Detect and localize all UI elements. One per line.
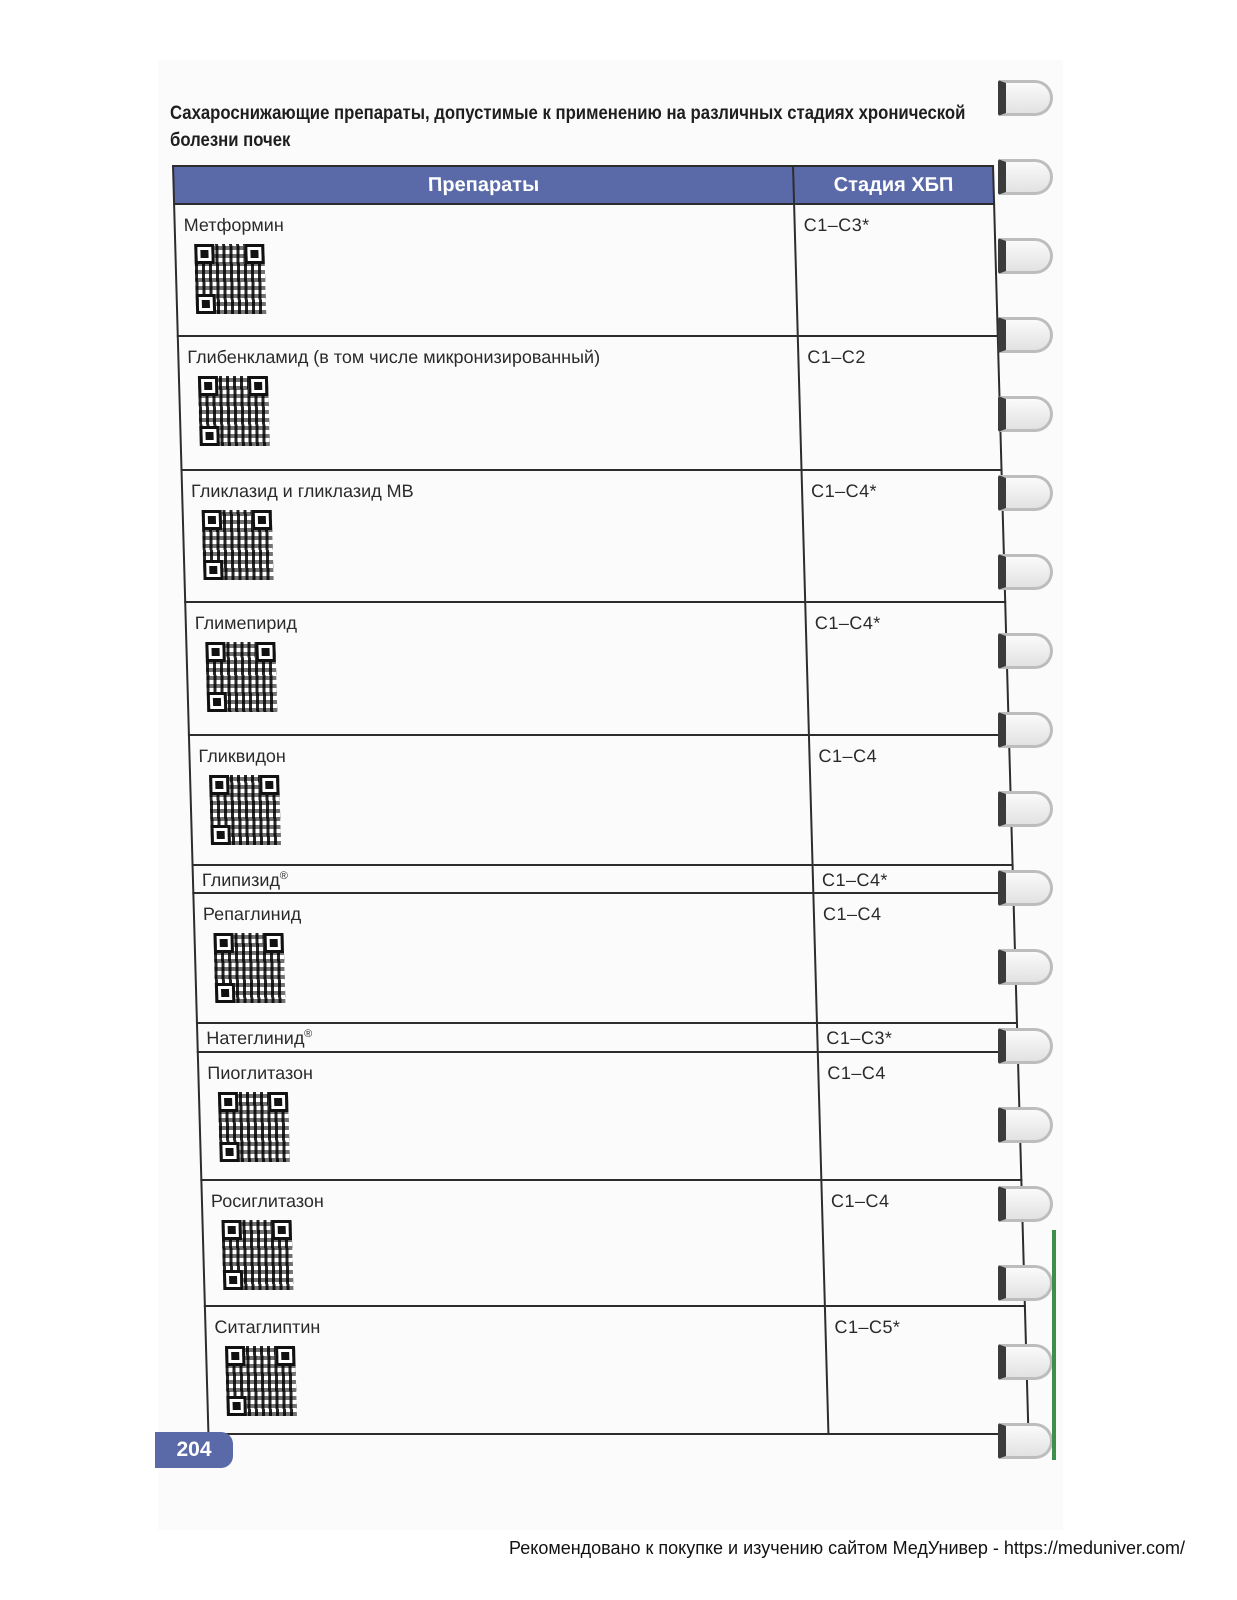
qr-code-icon[interactable]	[218, 1092, 290, 1162]
footer-note: Рекомендовано к покупке и изучению сайтом МедУнивер - https://meduniver.com/	[509, 1538, 1185, 1558]
stage-cell: С1–С3*	[794, 204, 998, 336]
spiral-coil	[998, 1028, 1053, 1064]
stage-cell: С1–С3*	[817, 1023, 1018, 1051]
header-drugs: Препараты	[173, 166, 794, 204]
spiral-coil	[998, 1265, 1053, 1301]
table-body	[174, 204, 1028, 1434]
drug-cell	[193, 865, 814, 893]
qr-code-icon[interactable]	[198, 376, 270, 446]
spiral-coil	[998, 791, 1053, 827]
drug-name: Гликвидон	[198, 745, 287, 766]
qr-code-icon[interactable]	[205, 642, 277, 712]
stage-cell: С1–С5*	[825, 1306, 1029, 1434]
spiral-coil	[998, 633, 1053, 669]
spiral-coil	[998, 1107, 1053, 1143]
drug-cell	[205, 1306, 829, 1434]
stage-cell: С1–С4*	[805, 602, 1009, 734]
drug-name: Метформин	[183, 215, 285, 235]
spiral-coil	[998, 554, 1053, 590]
stage-cell: С1–С4*	[802, 470, 1006, 602]
table-title: Сахароснижающие препараты, допустимые к применению на различных стадиях хронической болезни почек	[170, 103, 966, 151]
drug-cell	[174, 204, 798, 336]
spiral-coil	[998, 238, 1053, 274]
qr-code-icon[interactable]	[209, 775, 281, 845]
drug-name: Росиглитазон	[210, 1190, 325, 1211]
drug-cell	[182, 470, 806, 602]
stage-cell: С1–С2	[798, 336, 1002, 470]
table-row	[201, 1180, 1025, 1306]
table-row	[205, 1306, 1029, 1434]
spiral-coil	[998, 870, 1053, 906]
qr-code-icon[interactable]	[202, 510, 274, 580]
qr-code-icon[interactable]	[213, 933, 285, 1003]
table-row	[198, 1052, 1022, 1180]
drug-cell	[189, 735, 813, 865]
stage-cell: С1–С4	[821, 1180, 1025, 1306]
qr-code-icon[interactable]	[194, 244, 266, 314]
stage-cell: С1–С4	[813, 893, 1017, 1023]
spiral-coil	[998, 475, 1053, 511]
spiral-coil	[998, 1186, 1053, 1222]
table-row	[189, 735, 1013, 865]
table-row	[185, 602, 1009, 734]
spiral-coil	[998, 159, 1053, 195]
stage-cell: С1–С4*	[813, 865, 1014, 893]
registered-mark: ®	[304, 1028, 313, 1041]
drug-cell	[193, 893, 817, 1023]
registered-mark: ®	[279, 869, 289, 882]
stage-cell: С1–С4	[818, 1052, 1022, 1180]
drug-name: Гликлазид и гликлазид МВ	[190, 481, 414, 502]
drug-cell	[198, 1052, 822, 1180]
spiral-coil	[998, 80, 1053, 116]
table-row	[174, 204, 998, 336]
table-row	[182, 470, 1006, 602]
green-edge	[1052, 1230, 1056, 1460]
drug-cell	[185, 602, 809, 734]
table-row	[197, 1023, 1018, 1051]
table-row	[178, 336, 1002, 470]
drug-table	[172, 165, 1029, 1435]
spiral-binding	[990, 80, 1060, 1500]
drug-cell	[201, 1180, 825, 1306]
drug-cell	[197, 1023, 818, 1051]
spiral-coil	[998, 1423, 1053, 1459]
spiral-coil	[998, 712, 1053, 748]
spiral-coil	[998, 396, 1053, 432]
drug-name: Ситаглиптин	[214, 1316, 321, 1337]
page-number: 204	[155, 1432, 233, 1468]
qr-code-icon[interactable]	[221, 1220, 293, 1290]
table-row	[193, 893, 1017, 1023]
qr-code-icon[interactable]	[225, 1346, 297, 1416]
drug-name: Натеглинид	[206, 1028, 305, 1049]
drug-name: Глимепирид	[194, 613, 298, 634]
drug-cell	[178, 336, 802, 470]
spiral-coil	[998, 949, 1053, 985]
stage-cell: С1–С4	[809, 735, 1013, 865]
drug-name: Репаглинид	[202, 904, 302, 925]
spiral-coil	[998, 1344, 1053, 1380]
table-row	[193, 865, 1014, 893]
drug-name: Глибенкламид (в том числе микронизированный)	[187, 347, 601, 368]
drug-name: Пиоглитазон	[207, 1062, 314, 1083]
header-stage: Стадия ХБП	[793, 166, 994, 204]
spiral-coil	[998, 317, 1053, 353]
drug-name: Глипизид	[201, 869, 281, 890]
